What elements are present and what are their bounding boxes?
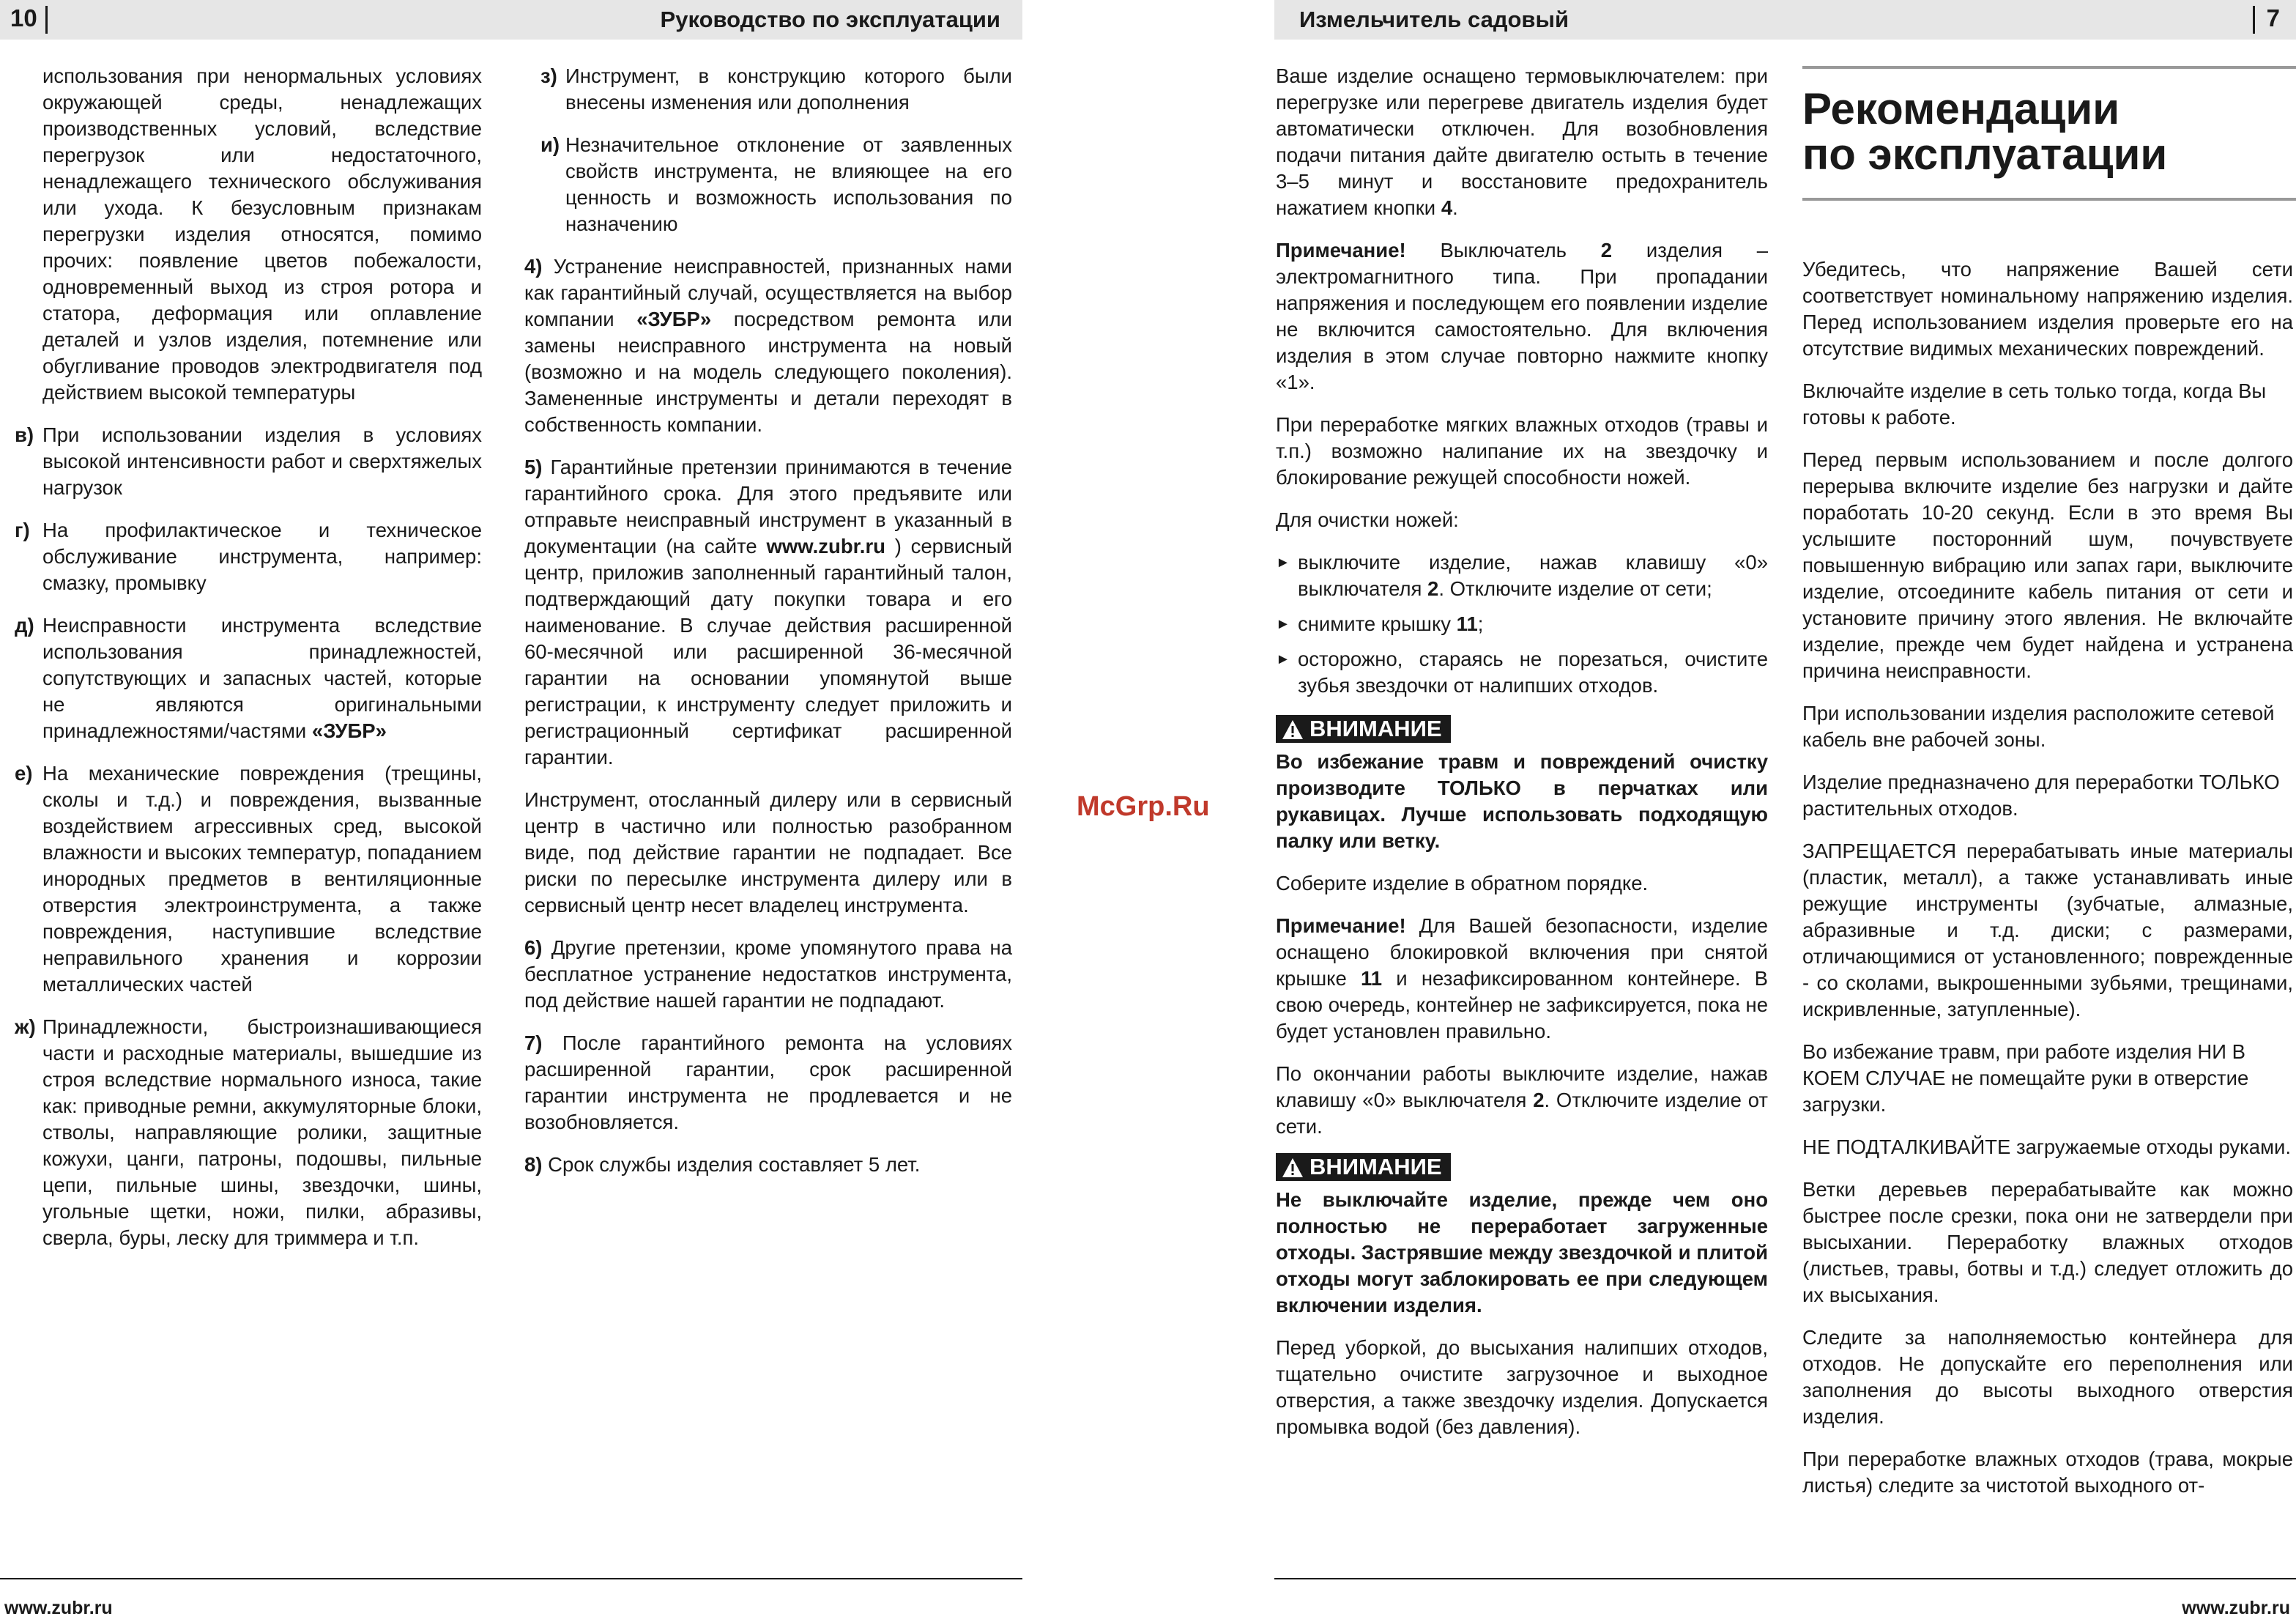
recommendation-paragraph: ЗАПРЕЩАЕТСЯ перерабатывать иные материалы (пластик, металл), а также устанавливать иные режущие инструменты (зубчатые, алмазные, абразивные и т.д. диски; с размерами, отличающимися от установленного; поврежденные - со сколами, выкрошенными зубьями, трещинами, искривленные, затупленные).	[1802, 840, 2293, 1020]
right-column-2	[1802, 256, 2293, 1515]
paragraph-text: Гарантийные претензии принимаются в течение гарантийного срока. Для этого предъявите или отправьте неисправный инструмент в указанный в документации (на сайте	[524, 456, 1012, 557]
left-column-2	[524, 63, 1012, 1194]
list-item	[15, 612, 482, 744]
header-divider	[45, 6, 48, 34]
left-column-1	[15, 63, 482, 1267]
recommendation-paragraph: Перед первым использованием и после долгого перерыва включите изделие без нагрузки и дайте поработать 10-20 секунд. Если в это время Вы услышите посторонний шум, почувствуете повышенную вибрацию или запах гари, выключите изделие, отсоедините кабель питания от сети и установите причину этого явления. Не включайте изделие, прежде чем будет найдена и устранена причина неисправности.	[1802, 448, 2293, 682]
recommendation-paragraph: Убедитесь, что напряжение Вашей сети соответствует номинальному напряжению изделия. Перед использованием изделия проверьте его на отсутствие видимых механических повреждений.	[1802, 258, 2293, 360]
paragraph-text: ) сервисный центр, приложив заполненный гарантийный талон, подтверждающий дату покупки товара и его наименование. В случае действия расширенной 60-месячной или расширенной 36-месячной гарантии на основании упомянутой выше регистрации, к инструменту следует приложить и регистрационный сертификат расширенной гарантии.	[524, 535, 1013, 768]
list-item	[1276, 611, 1768, 637]
paragraph-text: После гарантийного ремонта на условиях расширенной гарантии, срок расширенной гарантии инструмента не продлевается и не возобновляется.	[524, 1031, 1013, 1133]
cleanup-paragraph: Перед уборкой, до высыхания налипших отходов, тщательно очистите загрузочное и выходное отверстия, а также звездочку изделия. Допускается промывка водой (без давления).	[1276, 1336, 1768, 1438]
item-text: На профилактическое и техническое обслуживание инструмента, например: смазку, промывку	[42, 519, 482, 594]
bullet-text	[1298, 549, 1768, 602]
item-text: На механические повреждения (трещины, сколы и т.д.) и повреждения, вызванные воздействием агрессивных сред, высокой влажности и высоких температур, попаданием инородных предметов в вентиляционные отверстия электроинструмента, а также повреждения, наступившие вследствие неправильного хранения и коррозии металлических частей	[42, 762, 482, 996]
paragraph-text: .	[1452, 196, 1458, 219]
cleaning-intro: Для очистки ножей:	[1276, 508, 1459, 531]
right-column-1	[1276, 63, 1768, 1456]
section-title	[1802, 86, 2167, 177]
item-text: Неисправности инструмента вследствие использования принадлежностей, сопутствующих и запасных частей, которые не являются оригинальными принадлежностями/частями	[42, 614, 482, 742]
thermal-switch-paragraph	[1276, 63, 1768, 221]
paragraph-text: . Отключите изделие от сети.	[1276, 1089, 1768, 1138]
right-page-number: 7	[2266, 4, 2280, 32]
paragraph-text: . Отключите изделие от сети;	[1438, 577, 1712, 600]
brand-name: «ЗУБР»	[636, 308, 712, 330]
watermark: McGrp.Ru	[1077, 791, 1210, 822]
arrow-bullet-icon: ►	[1276, 616, 1290, 632]
list-item	[524, 63, 1012, 116]
item-letter: д)	[15, 614, 34, 637]
item-letter: и)	[540, 133, 560, 156]
recommendation-paragraph: Изделие предназначено для переработки ТОЛЬКО растительных отходов.	[1802, 771, 2280, 820]
footer-rule	[0, 1578, 1022, 1579]
warranty-paragraph-8	[524, 1152, 1012, 1178]
website-link[interactable]: www.zubr.ru	[766, 535, 885, 557]
recommendation-paragraph: НЕ ПОДТАЛКИВАЙТЕ загружаемые отходы руками.	[1802, 1135, 2292, 1158]
assemble-paragraph: Соберите изделие в обратном порядке.	[1276, 872, 1649, 894]
paragraph-number: 7)	[524, 1031, 543, 1054]
warranty-paragraph-6	[524, 935, 1012, 1014]
header-divider	[2253, 6, 2255, 34]
paragraph-number: 5)	[524, 456, 543, 478]
end-work-paragraph	[1276, 1061, 1768, 1140]
right-page-header	[1274, 0, 2296, 40]
item-text-container	[42, 612, 482, 744]
list-item	[15, 517, 482, 596]
item-text: Инструмент, в конструкцию которого были внесены изменения или дополнения	[565, 64, 1012, 114]
note-paragraph	[1276, 913, 1768, 1045]
part-number: 11	[1456, 612, 1478, 635]
item-text: Незначительное отклонение от заявленных свойств инструмента, не влияющее на его ценность и возможность использования по назначению	[565, 133, 1012, 235]
warning-text: Во избежание травм и повреждений очистку производите ТОЛЬКО в перчатках или рукавицах. Лучше использовать подходящую палку или ветку.	[1276, 750, 1768, 852]
paragraph-text: Для Вашей безопасности, изделие оснащено блокировкой включения при снятой крышке	[1276, 914, 1768, 990]
warning-badge	[1276, 715, 1451, 743]
paragraph-number: 8)	[524, 1153, 543, 1176]
item-letter: г)	[15, 519, 30, 541]
paragraph-text: посредством ремонта или замены неисправного инструмента на новый (возможно и на модель следующего поколения). Замененные инструменты и детали переходят в собственность компании.	[524, 308, 1013, 436]
part-number: 2	[1427, 577, 1439, 600]
paragraph-text: выключите изделие, нажав клавишу «0» выключателя	[1298, 551, 1768, 600]
recommendation-paragraph: При использовании изделия расположите сетевой кабель вне рабочей зоны.	[1802, 702, 2275, 751]
item-text: Принадлежности, быстроизнашивающиеся части и расходные материалы, вышедшие из строя вследствие нормального износа, такие как: приводные ремни, аккумуляторные блоки, стволы, направляющие ролики, защитные кожухи, цанги, патроны, подошвы, пильные цепи, пильные шины, звездочки, шины, угольные щетки, ножи, пилки, абразивы, сверла, буры, леску для триммера и т.п.	[42, 1015, 482, 1249]
bullet-text: осторожно, стараясь не порезаться, очистите зубья звездочки от налипших отходов.	[1298, 648, 1768, 697]
recommendation-paragraph: Во избежание травм, при работе изделия НИ В КОЕМ СЛУЧАЕ не помещайте руки в отверстие загрузки.	[1802, 1040, 2249, 1116]
paragraph-text: изделия – электромагнитного типа. При пропадании напряжения и последующем его появлении изделие не включится самостоятельно. Для включения изделия в этом случае повторно нажмите кнопку «1».	[1276, 239, 1769, 393]
list-item	[1276, 646, 1768, 699]
warning-text: Не выключайте изделие, прежде чем оно полностью не переработает загруженные отходы. Застрявшие между звездочкой и плитой отходы могут заблокировать ее при следующем включении изделия.	[1276, 1188, 1768, 1316]
paragraph-text: Другие претензии, кроме упомянутого права на бесплатное устранение недостатков инструмента, под действие нашей гарантии не подпадают.	[524, 936, 1012, 1012]
recommendation-paragraph: Ветки деревьев перерабатывайте как можно быстрее после срезки, пока они не затвердели при высыхании. Переработку влажных отходов (листьев, травы, ботвы и т.д.) следует отложить до их высыхания.	[1802, 1178, 2293, 1306]
paragraph-text: снимите крышку	[1298, 612, 1452, 635]
left-header-title: Руководство по эксплуатации	[660, 7, 1000, 32]
list-item	[1276, 549, 1768, 602]
item-letter: з)	[540, 64, 557, 87]
list-item	[15, 1014, 482, 1251]
left-page-header	[0, 0, 1022, 40]
arrow-bullet-icon: ►	[1276, 651, 1290, 667]
warning-label: ВНИМАНИЕ	[1309, 716, 1442, 741]
list-item	[524, 132, 1012, 237]
brand-name: «ЗУБР»	[311, 719, 387, 742]
paragraph-text: Устранение неисправностей, признанных нами как гарантийный случай, осуществляется на выбор компании	[524, 255, 1013, 330]
recommendation-paragraph: Следите за наполняемостью контейнера для отходов. Не допускайте его переполнения или заполнения до высоты выходного отверстия изделия.	[1802, 1326, 2293, 1428]
item-letter: ж)	[15, 1015, 36, 1038]
paragraph-number: 6)	[524, 936, 543, 959]
item-letter: е)	[15, 762, 33, 785]
item-letter: в)	[15, 423, 34, 446]
list-item	[15, 422, 482, 501]
warning-triangle-icon	[1282, 719, 1304, 740]
left-footer-url[interactable]: www.zubr.ru	[4, 1598, 113, 1618]
warning-badge	[1276, 1153, 1451, 1181]
footer-rule	[1274, 1578, 2296, 1579]
note-label: Примечание!	[1276, 239, 1406, 262]
paragraph-number: 4)	[524, 255, 543, 278]
warranty-paragraph-5	[524, 454, 1012, 771]
note-paragraph	[1276, 237, 1768, 396]
paragraph-text: По окончании работы выключите изделие, нажав клавишу «0» выключателя	[1276, 1062, 1768, 1111]
bullet-text	[1298, 611, 1768, 637]
paragraph-text: Срок службы изделия составляет 5 лет.	[548, 1153, 921, 1176]
warranty-paragraph-7	[524, 1030, 1012, 1135]
paragraph-text: Выключатель	[1440, 239, 1567, 262]
part-number: 11	[1361, 967, 1383, 990]
note-label: Примечание!	[1276, 914, 1406, 937]
arrow-bullet-icon: ►	[1276, 555, 1290, 571]
warning-triangle-icon	[1282, 1157, 1304, 1178]
right-footer-url[interactable]: www.zubr.ru	[2182, 1598, 2290, 1618]
title-bottom-rule	[1802, 198, 2296, 201]
paragraph-text: и незафиксированном контейнере. В свою очередь, контейнер не зафиксируется, пока не будет установлен правильно.	[1276, 967, 1769, 1042]
section-title-line: по эксплуатации	[1802, 130, 2168, 179]
item-text: При использовании изделия в условиях высокой интенсивности работ и сверхтяжелых нагрузок	[42, 423, 482, 499]
part-number: 2	[1533, 1089, 1545, 1111]
title-top-rule	[1802, 66, 2296, 69]
section-title-line: Рекомендации	[1802, 84, 2120, 133]
recommendation-paragraph: Включайте изделие в сеть только тогда, когда Вы готовы к работе.	[1802, 379, 2267, 429]
paragraph-text: Ваше изделие оснащено термовыключателем: при перегрузке или перегреве двигатель изделия будет автоматически отключен. Для возобновления подачи питания дайте двигателю остыть в течение 3–5 минут и восстановите предохранитель нажатием кнопки	[1276, 64, 1768, 219]
paragraph-text: ;	[1477, 612, 1484, 635]
soft-waste-paragraph: При переработке мягких влажных отходов (травы и т.п.) возможно налипание их на звездочку и блокирование режущей способности ножей.	[1276, 413, 1768, 489]
button-number: 4	[1441, 196, 1453, 219]
warranty-paragraph-4	[524, 253, 1012, 438]
dealer-paragraph: Инструмент, отосланный дилеру или в сервисный центр в частично или полностью разобранном виде, под действие гарантии не подпадает. Все риски по пересылке инструмента дилеру или в сервисный центр несет владелец инструмента.	[524, 788, 1012, 916]
list-item	[15, 760, 482, 998]
left-page-number: 10	[10, 4, 37, 32]
right-header-title: Измельчитель садовый	[1299, 7, 1569, 32]
part-number: 2	[1600, 239, 1613, 262]
warning-label: ВНИМАНИЕ	[1309, 1154, 1442, 1179]
warranty-intro-text: использования при ненормальных условиях окружающей среды, ненадлежащих производственных условий, вследствие перегрузок или недостаточного, ненадлежащего технического обслуживания или ухода. К безусловным признакам перегрузки изделия относятся, помимо прочих: появление цветов побежалости, одновременный выход из строя ротора и статора, деформация или оплавление деталей и узлов изделия, потемнение или обугливание проводов электродвигателя под действием высокой температуры	[42, 64, 482, 404]
recommendation-paragraph: При переработке влажных отходов (трава, мокрые листья) следите за чистотой выходного от-	[1802, 1448, 2293, 1497]
